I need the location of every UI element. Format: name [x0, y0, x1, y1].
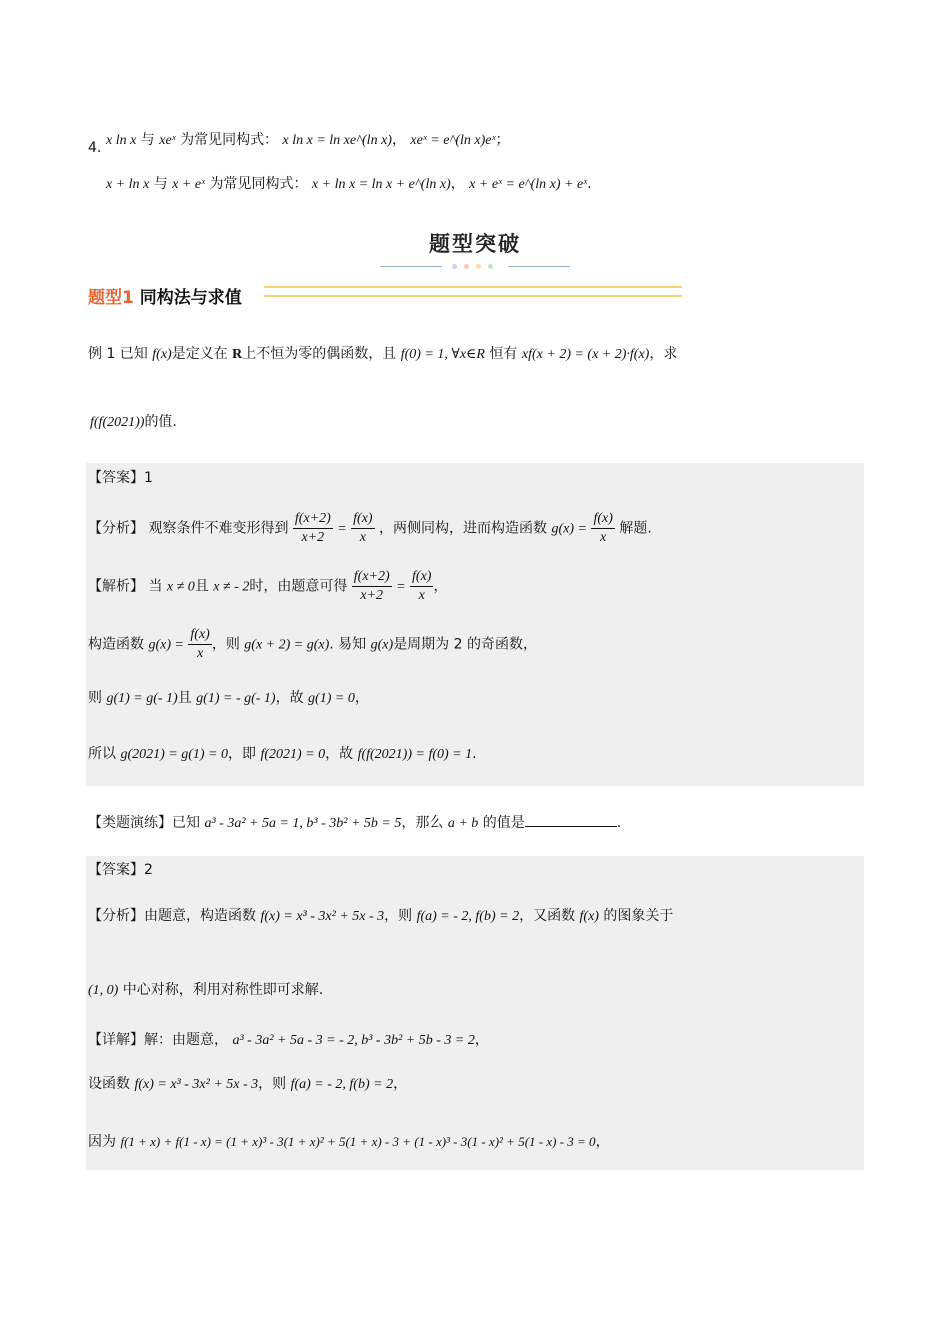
practice-question: 【类题演练】已知 a³ - 3a² + 5a = 1, b³ - 3b² + 5b = 5，那么 a + b 的值是 .	[88, 812, 621, 834]
title-divider-left	[380, 266, 442, 267]
answer1-solution: 【解析】 当 x ≠ 0且 x ≠ - 2时，由题意可得 $\frac{f(x+2)}{x+2}$ = $\frac{f(x)}{x}$ ，	[88, 569, 448, 603]
type-heading-underline	[264, 286, 682, 297]
decor-dot	[476, 264, 481, 269]
answer2-analysis-cont: (1, 0) 中心对称，利用对称性即可求解.	[88, 982, 324, 998]
answer2-analysis: 【分析】由题意，构造函数 f(x) = x³ - 3x² + 5x - 3，则 f(a) = - 2, f(b) = 2，又函数 f(x) 的图象关于	[88, 908, 674, 924]
answer2-detail: 【详解】解：由题意， a³ - 3a² + 5a - 3 = - 2, b³ - 3b² + 5b - 3 = 2，	[88, 1032, 489, 1048]
expr: x ln x	[106, 133, 137, 148]
answer1-so: 所以 g(2021) = g(1) = 0，即 f(2021) = 0，故 f(f(2021)) = f(0) = 1.	[88, 746, 477, 762]
answer1-construct: 构造函数 g(x) = $\frac{f(x)}{x}$ ，则 g(x + 2) = g(x). 易知 g(x)是周期为 2 的奇函数，	[88, 627, 537, 661]
item4-line2: x + ln x 与 x + eˣ 为常见同构式： x + ln x = ln x + e^(ln x)， x + eˣ = e^(ln x) + eˣ.	[106, 176, 592, 192]
answer-blank	[525, 812, 617, 827]
item4-line1: x ln x 与 xeˣ 为常见同构式： x ln x = ln xe^(ln x)， xeˣ = e^(ln x)eˣ；	[106, 132, 510, 148]
answer1-then: 则 g(1) = g(- 1)且 g(1) = - g(- 1)，故 g(1) = 0，	[88, 690, 369, 706]
answer2-since: 因为 f(1 + x) + f(1 - x) = (1 + x)³ - 3(1 + x)² + 5(1 + x) - 3 + (1 - x)³ - 3(1 - x)² + 5(1 - x) - 3 = 0，	[88, 1134, 610, 1150]
item4-number: 4.	[88, 140, 102, 156]
type-heading: 题型1 同构法与求值	[88, 288, 242, 308]
answer2-label: 【答案】2	[88, 862, 153, 878]
example1-line1: 例 1 已知 f(x)是定义在 R上不恒为零的偶函数，且 f(0) = 1, ∀x∈R 恒有 xf(x + 2) = (x + 2)·f(x)，求	[88, 346, 678, 362]
decor-dot	[452, 264, 457, 269]
decor-dot	[464, 264, 469, 269]
answer2-set: 设函数 f(x) = x³ - 3x² + 5x - 3，则 f(a) = - 2, f(b) = 2，	[88, 1076, 408, 1092]
answer1-analysis: 【分析】 观察条件不难变形得到 $\frac{f(x+2)}{x+2}$ = $\frac{f(x)}{x}$ ，两侧同构，进而构造函数 g(x) = $\frac{f(x)}{x}$ 解题.	[88, 511, 652, 545]
answer1-label: 【答案】1	[88, 470, 153, 486]
title-divider-right	[508, 266, 570, 267]
section-title: 题型突破	[429, 232, 521, 256]
example1-line2: f(f(2021))的值.	[90, 414, 177, 430]
decor-dot	[488, 264, 493, 269]
answer-box-2	[86, 856, 864, 1170]
